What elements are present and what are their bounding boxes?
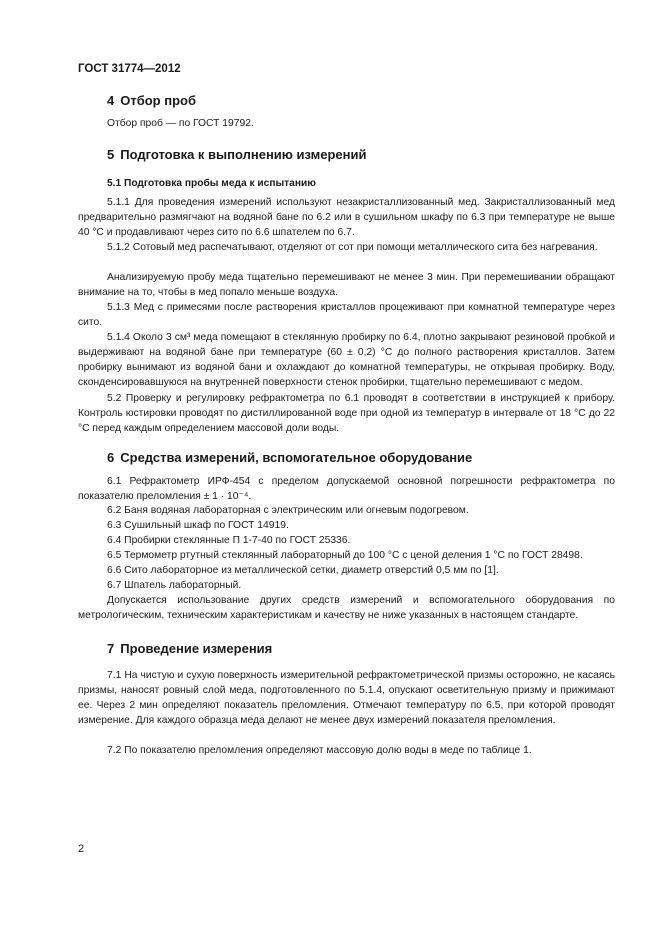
paragraph-5-1-3: 5.1.3 Мед с примесями после растворения кристаллов процеживают при комнатной температуре через сито. xyxy=(78,302,615,329)
paragraph-7-2: 7.2 По показателю преломления определяют массовую долю воды в меде по таблице 1. xyxy=(107,745,532,756)
section-6-heading xyxy=(107,450,472,465)
paragraph-5-1-1: 5.1.1 Для проведения измерений используют незакристаллизованный мед. Закристаллизованный мед предварительно размягчают на водяной бане по 6.2 или в сушильном шкафу по 6.3 при температуре не выше 40 °С и продавливают через сито по 6.6 шпателем по 6.7. xyxy=(78,197,615,239)
paragraph-alternatives: Допускается использование других средств измерений и вспомогательного оборудования по метрологическим, техническим характеристикам и качеству не ниже указанных в настоящем стандарте. xyxy=(78,595,615,622)
standard-header: ГОСТ 31774—2012 xyxy=(78,63,181,75)
section-4-paragraph: Отбор проб — по ГОСТ 19792. xyxy=(107,118,254,129)
section-7-title: Проведение измерения xyxy=(120,641,273,656)
paragraph-6-5: 6.5 Термометр ртутный стеклянный лабораторный до 100 °С с ценой деления 1 °С по ГОСТ 28498. xyxy=(107,550,583,561)
paragraph-5-1-4: 5.1.4 Около 3 см³ меда помещают в стеклянную пробирку по 6.4, плотно закрывают резиновой пробкой и выдерживают на водяной бане при температуре (60 ± 0,2) °С до полного растворения кристаллов. Затем пробирку вынимают из водяной бани и охлаждают до комнатной температуры, не открывая пробирку. Воду, сконденсировавшуюся на внутренней поверхности стенок пробирки, тщательно перемешивают с медом. xyxy=(78,332,615,389)
paragraph-6-3: 6.3 Сушильный шкаф по ГОСТ 14919. xyxy=(107,520,289,531)
paragraph-6-4: 6.4 Пробирки стеклянные П 1-7-40 по ГОСТ 25336. xyxy=(107,535,351,546)
paragraph-5-1-2: 5.1.2 Сотовый мед распечатывают, отделяют от сот при помощи металлического сита без нагревания. xyxy=(107,242,598,253)
paragraph-6-7: 6.7 Шпатель лабораторный. xyxy=(107,580,242,591)
section-4-heading xyxy=(107,93,196,108)
section-7-heading xyxy=(107,641,272,656)
section-4-title: Отбор проб xyxy=(120,93,196,108)
section-5-number: 5 xyxy=(107,147,115,162)
page-number: 2 xyxy=(78,843,85,855)
paragraph-6-1: 6.1 Рефрактометр ИРФ-454 с пределом допускаемой основной погрешности рефрактометра по показателю преломления ± 1 · 10⁻⁴. xyxy=(78,476,615,503)
section-5-title: Подготовка к выполнению измерений xyxy=(120,147,367,162)
paragraph-mixing: Анализируемую пробу меда тщательно перемешивают не менее 3 мин. При перемешивании обращают внимание на то, чтобы в мед попало меньше воздуха. xyxy=(78,272,615,299)
section-7-number: 7 xyxy=(107,641,115,656)
subsection-5-1-heading: 5.1 Подготовка пробы меда к испытанию xyxy=(107,178,316,189)
paragraph-5-2: 5.2 Проверку и регулировку рефрактометра по 6.1 проводят в соответствии в инструкцией к прибору. Контроль юстировки проводят по дистиллированной воде при одной из температур в интервале от 18 °С до 22 °С перед каждым определением массовой доли воды. xyxy=(78,393,615,435)
paragraph-7-1: 7.1 На чистую и сухую поверхность измерительной рефрактометрической призмы осторожно, не касаясь призмы, наносят ровный слой меда, подготовленного по 5.1.4, опускают осветительную призму и прижимают ее. Через 2 мин определяют показатель преломления. Отмечают температуру по 6.5, при которой проводят измерение. Для каждого образца меда делают не менее двух измерений показателя преломления. xyxy=(78,670,615,727)
section-6-title: Средства измерений, вспомогательное оборудование xyxy=(120,450,473,465)
section-4-number: 4 xyxy=(107,93,115,108)
section-6-number: 6 xyxy=(107,450,115,465)
section-5-heading xyxy=(107,147,367,162)
paragraph-6-2: 6.2 Баня водяная лабораторная с электрическим или огневым подогревом. xyxy=(107,505,469,516)
paragraph-6-6: 6.6 Сито лабораторное из металлической сетки, диаметр отверстий 0,5 мм по [1]. xyxy=(107,565,499,576)
